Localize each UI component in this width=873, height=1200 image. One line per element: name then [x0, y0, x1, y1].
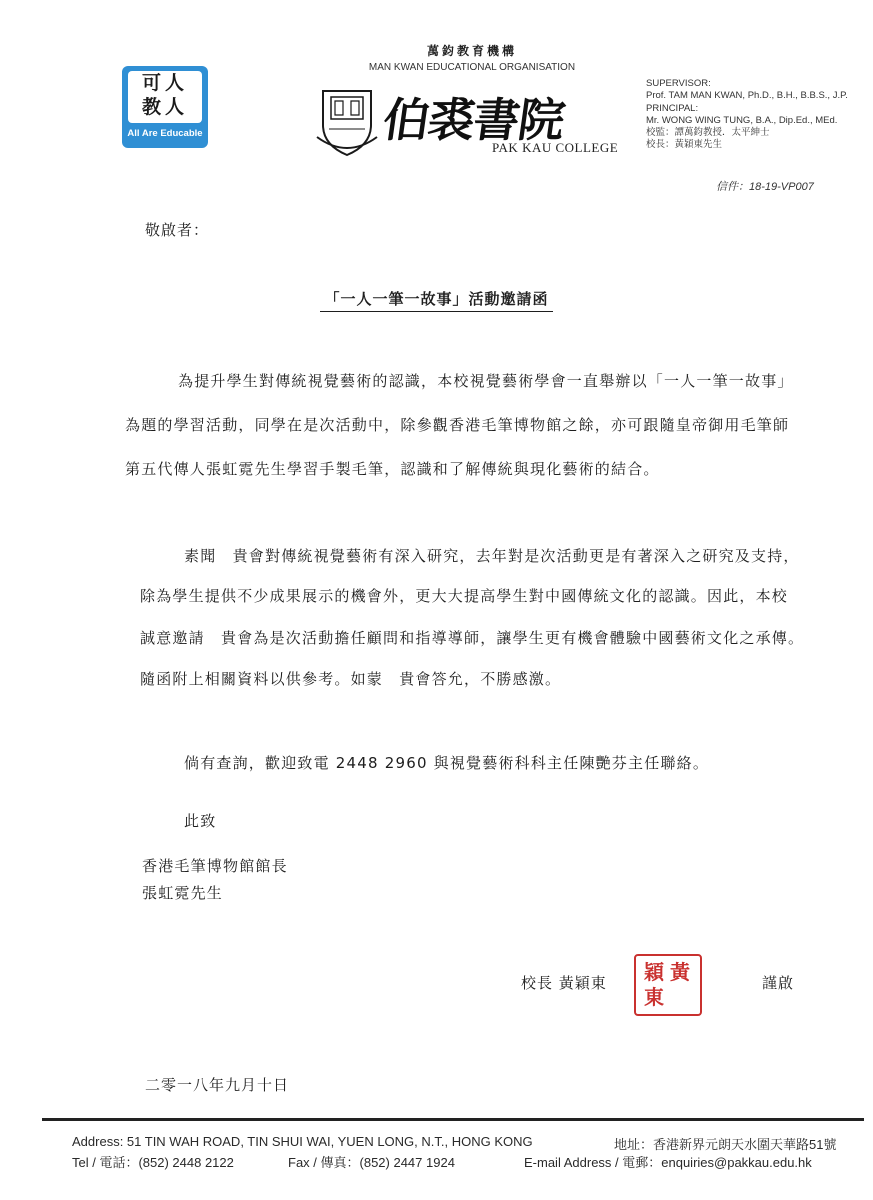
paragraph-1-line: 為題的學習活動，同學在是次活動中，除參觀香港毛筆博物館之餘，亦可跟隨皇帝御用毛筆師: [125, 416, 790, 434]
paragraph-1-line: 為提升學生對傳統視覺藝術的認識，本校視覺藝術學會一直舉辦以「一人一筆一故事」: [178, 372, 794, 390]
principal-seal-stamp: [634, 954, 702, 1016]
staff-info: [646, 78, 873, 152]
letter-title-text: 「一人一筆一故事」活動邀請函: [320, 288, 552, 312]
stamp-char: 黃: [670, 960, 690, 984]
staff-line: Mr. WONG WING TUNG, B.A., Dip.Ed., MEd.: [646, 114, 838, 126]
organisation-name-en: MAN KWAN EDUCATIONAL ORGANISATION: [368, 62, 576, 73]
footer-divider: [42, 1118, 864, 1121]
recipient-name: 張虹霓先生: [142, 884, 224, 902]
footer-address-zh: 地址：香港新界元朗天水圍天華路51號: [614, 1137, 837, 1152]
closing-word: 謹啟: [762, 974, 795, 992]
logo-line-2: 教人: [141, 96, 188, 118]
organisation-name-zh: 萬鈞教育機構: [426, 44, 517, 58]
stamp-char: 穎: [644, 960, 664, 984]
paragraph-2-line: 素聞 貴會對傳統視覺藝術有深入研究，去年對是次活動更是有著深入之研究及支持，: [184, 547, 800, 565]
signature-label: 校長 黃穎東: [521, 974, 607, 992]
footer-address-en: Address: 51 TIN WAH ROAD, TIN SHUI WAI, YUEN LONG, N.T., HONG KONG: [72, 1134, 533, 1149]
logo-text: [128, 71, 202, 123]
college-name-zh: 伯裘書院: [379, 93, 568, 147]
footer-email-text[interactable]: E-mail Address / 電郵：enquiries@pakkau.edu.hk: [524, 1155, 812, 1170]
letter-reference: 信件：18-19-VP007: [716, 181, 814, 193]
paragraph-2-line: 除為學生提供不少成果展示的機會外，更大大提高學生對中國傳統文化的認識。因此，本校: [140, 587, 789, 605]
footer-tel: Tel / 電話：(852) 2448 2122: [72, 1155, 234, 1170]
contact-line: 倘有查詢，歡迎致電 2448 2960 與視覺藝術科科主任陳艷芬主任聯絡。: [184, 754, 710, 772]
staff-line: 校長：黃穎東先生: [646, 139, 723, 151]
staff-line: Prof. TAM MAN KWAN, Ph.D., B.H., B.B.S., J.P.: [646, 90, 848, 102]
salutation: 敬啟者：: [145, 221, 210, 239]
staff-line: 校監：譚萬鈞教授．太平紳士: [646, 127, 770, 139]
logo-tagline: All Are Educable: [127, 128, 203, 139]
stamp-char: 東: [644, 985, 664, 1009]
staff-line: PRINCIPAL:: [646, 102, 699, 114]
footer-fax: Fax / 傳真：(852) 2447 1924: [288, 1155, 455, 1170]
footer-email[interactable]: [524, 1152, 812, 1171]
letter-date: 二零一八年九月十日: [145, 1076, 290, 1094]
recipient-title: 香港毛筆博物館館長: [142, 857, 288, 875]
closing-to: 此致: [184, 812, 217, 830]
paragraph-1-line: 第五代傳人張虹霓先生學習手製毛筆，認識和了解傳統與現化藝術的結合。: [125, 460, 660, 478]
school-crest-icon: [315, 85, 379, 159]
staff-line: SUPERVISOR:: [646, 78, 711, 89]
letter-title: [0, 288, 873, 312]
college-name-en: PAK KAU COLLEGE: [492, 140, 619, 155]
paragraph-2-line: 隨函附上相關資料以供參考。如蒙 貴會答允，不勝感激。: [140, 670, 562, 688]
logo-line-1: 可人: [141, 72, 188, 94]
paragraph-2-line: 誠意邀請 貴會為是次活動擔任顧問和指導導師，讓學生更有機會體驗中國藝術文化之承傳。: [140, 629, 805, 647]
all-are-educable-logo: [122, 66, 208, 148]
